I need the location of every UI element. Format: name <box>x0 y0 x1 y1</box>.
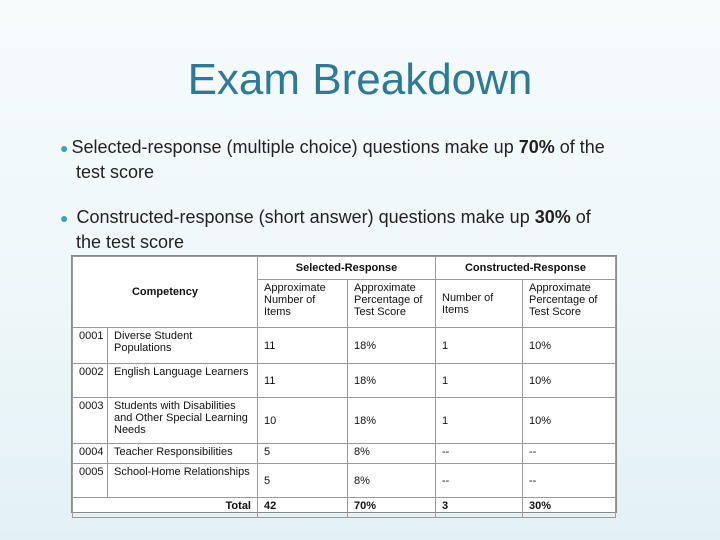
competency-header: Competency <box>73 257 258 328</box>
cell: 18% <box>348 328 436 364</box>
cell: 11 <box>258 328 348 364</box>
bullet-text-continued: test score <box>76 162 155 182</box>
bullet-text-continued: the test score <box>76 232 185 252</box>
bullet-dot-icon: ● <box>60 140 69 156</box>
cell: -- <box>436 444 523 464</box>
total-cell: 3 <box>436 498 523 518</box>
competency-code: 0004 <box>73 444 108 464</box>
bullet-text: Constructed-response (short answer) questions make up <box>76 207 535 227</box>
bullet-selected-response <box>60 135 680 184</box>
table-row <box>73 444 616 464</box>
selected-response-header: Selected-Response <box>258 257 436 280</box>
cell: 10% <box>523 398 616 444</box>
bullet-dot-icon: ● <box>60 210 69 226</box>
competency-code: 0001 <box>73 328 108 364</box>
cell: 10% <box>523 364 616 398</box>
cell: 18% <box>348 364 436 398</box>
cell: 10 <box>258 398 348 444</box>
bullet-text-end: of <box>570 207 591 227</box>
total-row <box>73 498 616 518</box>
cell: 10% <box>523 328 616 364</box>
sub-header: Approximate Percentage of Test Score <box>523 280 616 328</box>
sub-header: Approximate Percentage of Test Score <box>348 280 436 328</box>
bullet-emphasis: 30% <box>534 207 571 227</box>
cell: 1 <box>436 364 523 398</box>
bullet-emphasis: 70% <box>518 137 555 157</box>
cell: 5 <box>258 444 348 464</box>
exam-breakdown-table <box>71 255 617 513</box>
cell: -- <box>523 444 616 464</box>
cell: 8% <box>348 444 436 464</box>
total-cell: 30% <box>523 498 616 518</box>
table-row <box>73 364 616 398</box>
sub-header: Approximate Number of Items <box>258 280 348 328</box>
cell: -- <box>436 464 523 498</box>
bullet-constructed-response <box>60 205 680 254</box>
cell: 11 <box>258 364 348 398</box>
cell: 8% <box>348 464 436 498</box>
cell: 18% <box>348 398 436 444</box>
bullet-text: Selected-response (multiple choice) questions make up <box>71 137 519 157</box>
sub-header: Number of Items <box>436 280 523 328</box>
competency-name: Teacher Responsibilities <box>108 444 258 464</box>
total-cell: 42 <box>258 498 348 518</box>
total-cell: 70% <box>348 498 436 518</box>
competency-name: English Language Learners <box>108 364 258 398</box>
table-row <box>73 398 616 444</box>
constructed-response-header: Constructed-Response <box>436 257 616 280</box>
competency-code: 0002 <box>73 364 108 398</box>
competency-name: School-Home Relationships <box>108 464 258 498</box>
bullet-text-end: of the <box>554 137 605 157</box>
cell: -- <box>523 464 616 498</box>
cell: 1 <box>436 328 523 364</box>
competency-code: 0005 <box>73 464 108 498</box>
total-label: Total <box>73 498 258 518</box>
competency-name: Diverse Student Populations <box>108 328 258 364</box>
competency-code: 0003 <box>73 398 108 444</box>
table-row <box>73 328 616 364</box>
competency-name: Students with Disabilities and Other Special Learning Needs <box>108 398 258 444</box>
table-row <box>73 464 616 498</box>
cell: 5 <box>258 464 348 498</box>
cell: 1 <box>436 398 523 444</box>
slide-title: Exam Breakdown <box>187 55 533 104</box>
